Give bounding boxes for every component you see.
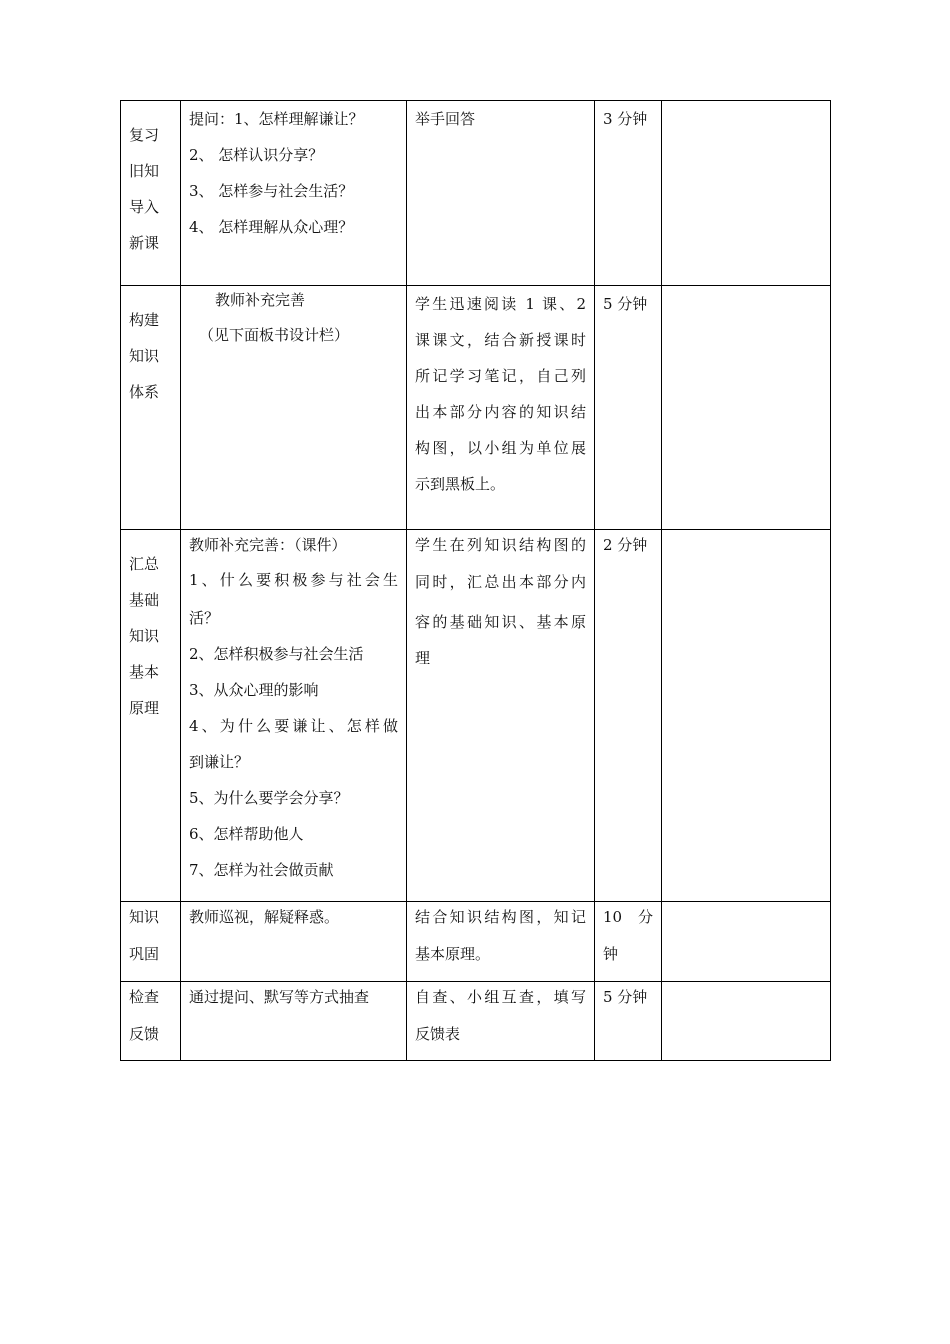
stage-text: 构建 [129,311,160,329]
time-text: 2 分钟 [603,536,648,554]
teacher-line: 1、什么要积极参与社会生 [189,571,398,589]
student-line: 学生迅速阅读 1 课、2 [415,295,586,313]
student-line: 所记学习笔记，自己列 [415,367,586,385]
stage-text: 体系 [129,383,160,401]
time-cell [595,101,662,286]
teacher-line: 提问：1、怎样理解谦让？ [189,110,364,128]
student-activity-cell [407,982,595,1061]
teacher-line: （见下面板书设计栏） [199,326,350,344]
lesson-plan-table [120,100,831,1061]
student-line: 基本原理。 [415,945,491,963]
student-line: 同时，汇总出本部分内 [415,573,586,591]
stage-cell [121,101,181,286]
time-cell [595,982,662,1061]
teacher-line: 7、怎样为社会做贡献 [189,861,334,879]
notes-cell [662,530,831,902]
stage-text: 原理 [129,699,160,717]
time-text: 10 分 [603,908,653,926]
table-row [121,902,831,982]
time-text: 5 分钟 [603,295,648,313]
student-line: 示到黑板上。 [415,475,506,493]
stage-text: 导入 [129,198,160,216]
student-line: 反馈表 [415,1025,461,1043]
teacher-activity-cell [181,530,407,902]
time-text: 钟 [603,945,619,963]
student-line: 容的基础知识、基本原 [415,613,586,631]
teacher-line: 3、从众心理的影响 [189,681,319,699]
stage-text: 检查 [129,988,160,1006]
teacher-line: 活？ [189,609,220,627]
teacher-line: 3、 怎样参与社会生活？ [189,182,354,200]
table-row [121,101,831,286]
stage-text: 汇总 [129,555,160,573]
teacher-line: 教师补充完善 [215,291,306,309]
student-activity-cell [407,530,595,902]
table-row [121,286,831,530]
stage-text: 反馈 [129,1025,160,1043]
student-line: 学生在列知识结构图的 [415,536,586,554]
teacher-line: 4、为什么要谦让、怎样做 [189,717,398,735]
table-row [121,530,831,902]
teacher-line: 6、怎样帮助他人 [189,825,304,843]
stage-text: 新课 [129,234,160,252]
teacher-activity-cell [181,286,407,530]
stage-text: 基本 [129,663,160,681]
student-activity-cell [407,286,595,530]
stage-cell [121,530,181,902]
teacher-activity-cell [181,101,407,286]
teacher-line: 到谦让？ [189,753,250,771]
student-line: 构图，以小组为单位展 [415,439,586,457]
teacher-activity-cell [181,982,407,1061]
time-cell [595,286,662,530]
student-line: 出本部分内容的知识结 [415,403,586,421]
student-line: 课课文，结合新授课时 [415,331,586,349]
notes-cell [662,286,831,530]
student-line: 自查、小组互查，填写 [415,988,586,1006]
stage-text: 知识 [129,347,160,365]
teacher-line: 2、 怎样认识分享？ [189,146,324,164]
time-text: 5 分钟 [603,988,648,1006]
teacher-line: 5、为什么要学会分享？ [189,789,349,807]
student-line: 结合知识结构图，知记 [415,908,586,926]
stage-text: 基础 [129,591,160,609]
teacher-line: 教师补充完善：（课件） [189,536,347,554]
student-activity-cell [407,902,595,982]
notes-cell [662,101,831,286]
teacher-activity-cell [181,902,407,982]
stage-text: 旧知 [129,162,160,180]
teacher-line: 教师巡视，解疑释惑。 [189,908,340,926]
stage-cell [121,286,181,530]
stage-text: 知识 [129,908,160,926]
time-text: 3 分钟 [603,110,648,128]
stage-cell [121,902,181,982]
table-row [121,982,831,1061]
time-cell [595,530,662,902]
stage-cell [121,982,181,1061]
notes-cell [662,902,831,982]
student-line: 举手回答 [415,110,476,128]
stage-text: 巩固 [129,945,160,963]
teacher-line: 2、怎样积极参与社会生活 [189,645,364,663]
teacher-line: 4、 怎样理解从众心理？ [189,218,354,236]
student-line: 理 [415,649,431,667]
time-cell [595,902,662,982]
stage-text: 复习 [129,126,160,144]
teacher-line: 通过提问、默写等方式抽查 [189,988,370,1006]
stage-text: 知识 [129,627,160,645]
student-activity-cell [407,101,595,286]
notes-cell [662,982,831,1061]
